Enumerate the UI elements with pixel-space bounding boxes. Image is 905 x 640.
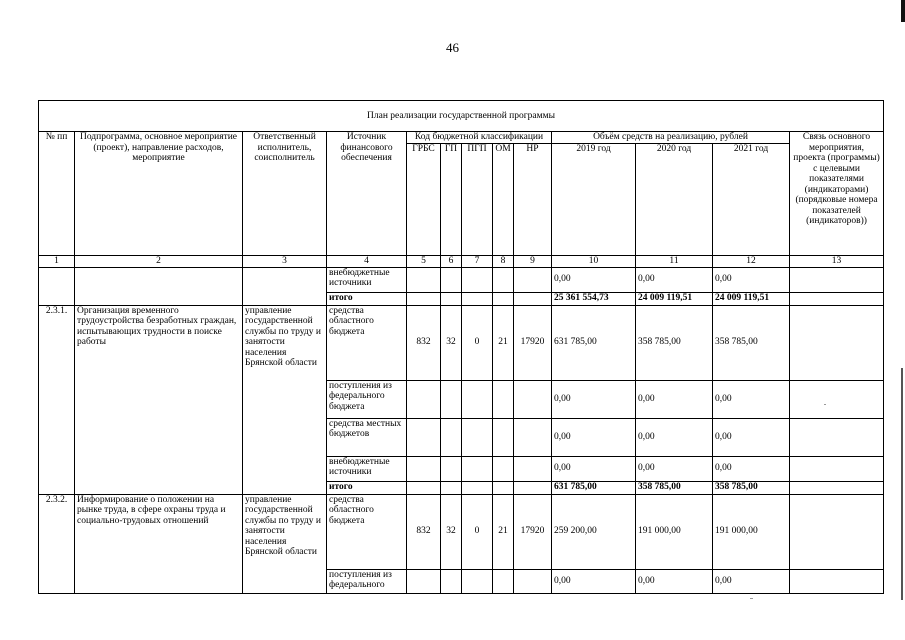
header-link: Связь основного мероприятия, проекта (программы) с целевыми показателями (индикаторами) (порядковые номера показателей (индикаторов)) — [790, 132, 884, 256]
scan-speck — [750, 598, 753, 599]
header-np: НР — [514, 143, 552, 255]
value-2021: 0,00 — [713, 267, 790, 292]
col-number: 4 — [327, 255, 407, 267]
item-number: 2.3.1. — [39, 305, 75, 494]
col-number: 9 — [514, 255, 552, 267]
source-cell: внебюджетные источники — [327, 267, 407, 292]
col-number: 5 — [407, 255, 441, 267]
code-gp: 32 — [441, 305, 462, 380]
col-number: 10 — [552, 255, 636, 267]
header-subprogram: Подпрограмма, основное мероприятие (проект), направление расходов, мероприятие — [75, 132, 243, 256]
value-2019: 0,00 — [552, 267, 636, 292]
value-2021: 24 009 119,51 — [713, 292, 790, 305]
value-2019: 0,00 — [552, 380, 636, 418]
page-number: 46 — [446, 40, 459, 55]
code-grbs: 832 — [407, 494, 441, 569]
header-executor: Ответственный исполнитель, соисполнитель — [243, 132, 327, 256]
table-title: План реализации государственной программы — [39, 101, 884, 132]
header-2021: 2021 год — [713, 143, 790, 255]
header-2020: 2020 год — [636, 143, 713, 255]
value-2020: 0,00 — [636, 267, 713, 292]
col-number: 7 — [462, 255, 493, 267]
table-row — [39, 305, 884, 380]
scan-edge-mark — [901, 0, 905, 22]
value-2019: 0,00 — [552, 569, 636, 593]
source-cell: поступления из федерального бюджета — [327, 380, 407, 418]
col-number: 3 — [243, 255, 327, 267]
item-name: Информирование о положении на рынке труда, в сфере охраны труда и социально-трудовых отношений — [75, 494, 243, 593]
col-number: 1 — [39, 255, 75, 267]
source-cell: внебюджетные источники — [327, 456, 407, 481]
value-2020: 358 785,00 — [636, 481, 713, 494]
value-2021: 0,00 — [713, 569, 790, 593]
value-2020: 24 009 119,51 — [636, 292, 713, 305]
value-2019: 0,00 — [552, 418, 636, 456]
program-plan-table — [38, 100, 884, 594]
header-budget-code: Код бюджетной классификации — [407, 132, 552, 144]
value-2019: 25 361 554,73 — [552, 292, 636, 305]
value-2021: 0,00 — [713, 418, 790, 456]
header-num: № пп — [39, 132, 75, 256]
value-2021: 358 785,00 — [713, 481, 790, 494]
col-number: 12 — [713, 255, 790, 267]
scan-edge-line — [901, 368, 903, 600]
source-cell: средства местных бюджетов — [327, 418, 407, 456]
source-cell: итого — [327, 292, 407, 305]
code-pgp: 0 — [462, 494, 493, 569]
source-cell: средства областного бюджета — [327, 494, 407, 569]
table-row — [39, 267, 884, 292]
value-2019: 259 200,00 — [552, 494, 636, 569]
header-grbs: ГРБС — [407, 143, 441, 255]
code-grbs: 832 — [407, 305, 441, 380]
code-pgp: 0 — [462, 305, 493, 380]
col-number: 2 — [75, 255, 243, 267]
source-cell: поступления из федерального — [327, 569, 407, 593]
code-gp: 32 — [441, 494, 462, 569]
column-numbers-row — [39, 255, 884, 267]
value-2020: 358 785,00 — [636, 305, 713, 380]
source-cell: средства областного бюджета — [327, 305, 407, 380]
code-np: 17920 — [514, 494, 552, 569]
value-2020: 191 000,00 — [636, 494, 713, 569]
value-2021: 0,00 — [713, 456, 790, 481]
header-gp: ГП — [441, 143, 462, 255]
table-row — [39, 494, 884, 569]
col-number: 8 — [493, 255, 514, 267]
value-2020: 0,00 — [636, 456, 713, 481]
item-number: 2.3.2. — [39, 494, 75, 593]
header-pgp: ПГП — [462, 143, 493, 255]
col-number: 6 — [441, 255, 462, 267]
value-2021: 358 785,00 — [713, 305, 790, 380]
item-executor: управление государственной службы по труду и занятости населения Брянской области — [243, 494, 327, 593]
value-2020: 0,00 — [636, 380, 713, 418]
col-number: 13 — [790, 255, 884, 267]
item-name: Организация временного трудоустройства безработных граждан, испытывающих трудности в поиске работы — [75, 305, 243, 494]
code-om: 21 — [493, 305, 514, 380]
source-cell: итого — [327, 481, 407, 494]
value-2020: 0,00 — [636, 418, 713, 456]
value-2019: 0,00 — [552, 456, 636, 481]
header-2019: 2019 год — [552, 143, 636, 255]
header-om: ОМ — [493, 143, 514, 255]
header-source: Источник финансового обеспечения — [327, 132, 407, 256]
value-2021: 0,00 — [713, 380, 790, 418]
code-om: 21 — [493, 494, 514, 569]
value-2019: 631 785,00 — [552, 481, 636, 494]
item-executor: управление государственной службы по труду и занятости населения Брянской области — [243, 305, 327, 494]
value-2020: 0,00 — [636, 569, 713, 593]
header-funds: Объём средств на реализацию, рублей — [552, 132, 790, 144]
value-2021: 191 000,00 — [713, 494, 790, 569]
value-2019: 631 785,00 — [552, 305, 636, 380]
code-np: 17920 — [514, 305, 552, 380]
col-number: 11 — [636, 255, 713, 267]
